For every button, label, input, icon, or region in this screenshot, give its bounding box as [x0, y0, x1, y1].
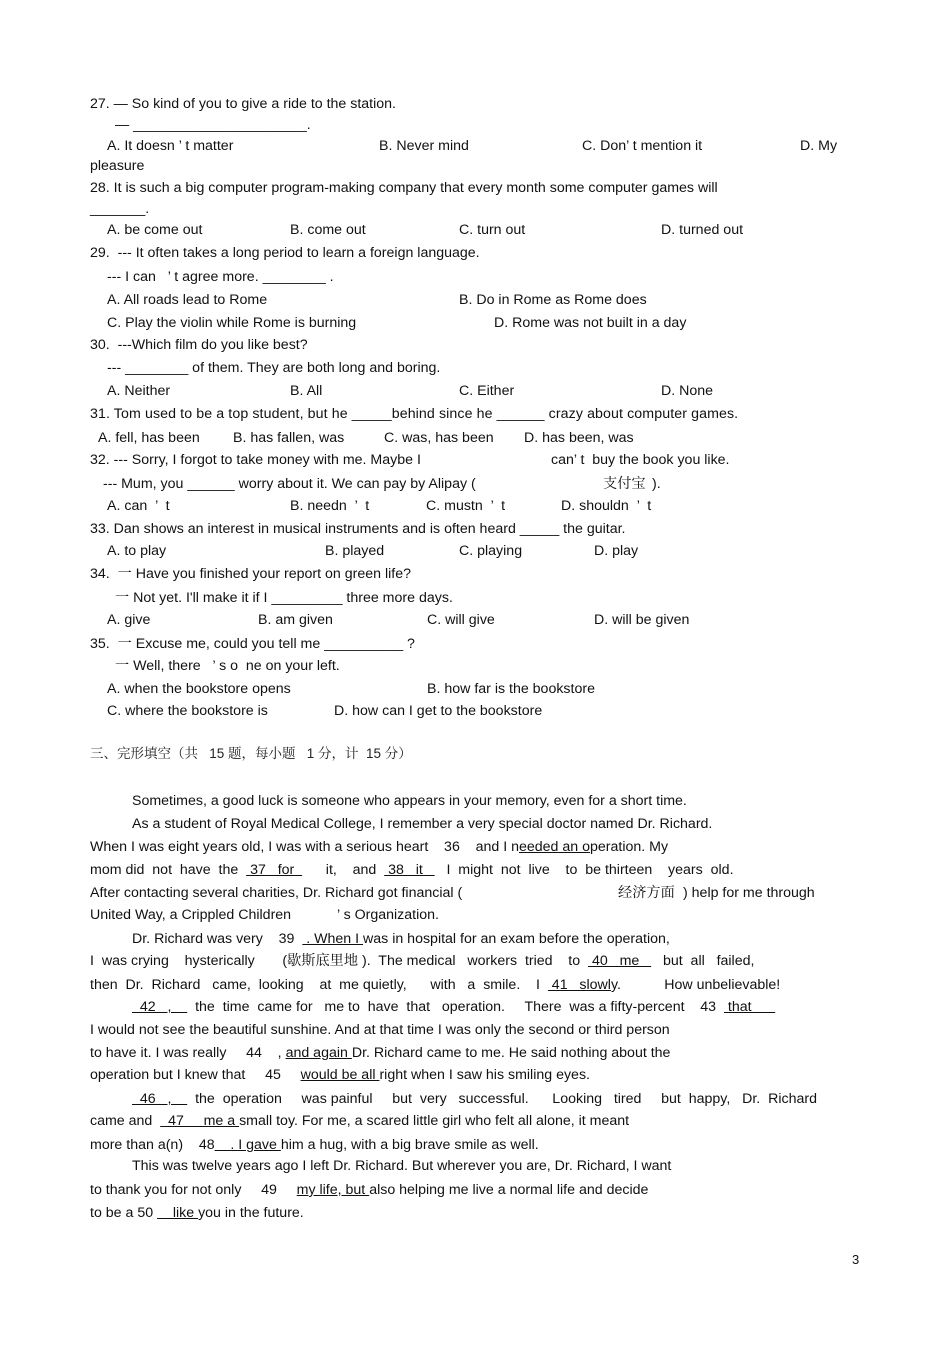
q33-option-a: A. to play [107, 543, 167, 559]
q30-response: --- ________ of them. They are both long and boring. [107, 360, 441, 376]
q28-stem: 28. It is such a big computer program-making company that every month some computer games will [90, 180, 718, 196]
answer-underline: would be all [300, 1067, 380, 1083]
answer-underline: 40 me [588, 953, 652, 969]
answer-underline: 38 it [384, 862, 435, 878]
q35-option-b: B. how far is the bookstore [427, 681, 595, 697]
q30-option-c: C. Either [459, 383, 515, 399]
q27-option-a: A. It doesn ’ t matter [107, 138, 234, 154]
q32-option-a: A. can ’ t [107, 498, 170, 514]
passage-cn-gloss: 经济方面 [618, 885, 675, 901]
q32-option-d: D. shouldn ’ t [561, 498, 652, 514]
passage-line: mom did not have the 37 for it, and 38 it I might not live to be thirteen years old. [90, 862, 734, 878]
q28-option-d: D. turned out [661, 222, 744, 238]
q34-option-c: C. will give [427, 612, 495, 628]
q28-blank: _______. [90, 201, 150, 217]
passage-paragraph: As a student of Royal Medical College, I remember a very special doctor named Dr. Richard. [132, 816, 713, 832]
q35-response: 一 Well, there ’ s o ne on your left. [115, 658, 340, 674]
section-heading-cloze: 三、完形填空（共 15 题，每小题 1 分，计 15 分） [90, 746, 412, 761]
answer-underline: eeded an o [519, 839, 591, 855]
q33-stem: 33. Dan shows an interest in musical instruments and is often heard _____ the guitar. [90, 521, 626, 537]
q32-option-c: C. mustn ’ t [426, 498, 506, 514]
passage-line: United Way, a Crippled Children [90, 907, 292, 923]
passage-cn-gloss: 歇斯底里地 [287, 953, 359, 969]
answer-underline: that [723, 999, 776, 1015]
answer-underline: . When I [302, 931, 364, 947]
q33-option-b: B. played [325, 543, 385, 559]
passage-line: to thank you for not only 49 my life, but also helping me live a normal life and decide [90, 1182, 649, 1198]
q30-stem: 30. ---Which film do you like best? [90, 337, 308, 353]
q31-option-b: B. has fallen, was [233, 430, 345, 446]
q33-option-d: D. play [594, 543, 639, 559]
answer-underline: 47 me a [160, 1113, 240, 1129]
answer-underline: 41 slowl [547, 977, 611, 993]
passage-line: After contacting several charities, Dr. Richard got financial ( [90, 885, 463, 901]
passage-line: ’ s Organization. [337, 907, 439, 923]
answer-underline: my life, but [296, 1182, 370, 1198]
q32-response-end: ). [652, 476, 661, 492]
q34-stem: 34. 一 Have you finished your report on green life? [90, 566, 411, 582]
q30-option-a: A. Neither [107, 383, 171, 399]
q32-stem-end: can’ t buy the book you like. [551, 452, 730, 468]
answer-underline: . I gave [214, 1137, 281, 1153]
q35-stem: 35. 一 Excuse me, could you tell me __________ ? [90, 636, 415, 652]
q29-option-b: B. Do in Rome as Rome does [459, 292, 647, 308]
passage-line: then Dr. Richard came, looking at me quietly, with a smile. I 41 slowly. How unbelievable! [90, 977, 781, 993]
q32-response: --- Mum, you ______ worry about it. We can pay by Alipay ( [103, 476, 476, 492]
q31-stem: 31. Tom used to be a top student, but he _____behind since he ______ crazy about computer games. [90, 406, 739, 422]
q35-option-a: A. when the bookstore opens [107, 681, 291, 697]
page-number: 3 [852, 1252, 860, 1267]
q29-response: --- I can ’ t agree more. ________ . [107, 269, 334, 285]
q30-option-d: D. None [661, 383, 714, 399]
q31-option-a: A. fell, has been [98, 430, 200, 446]
q28-option-a: A. be come out [107, 222, 203, 238]
q35-option-c: C. where the bookstore is [107, 703, 268, 719]
q35-option-d: D. how can I get to the bookstore [334, 703, 543, 719]
q27-option-b: B. Never mind [379, 138, 469, 154]
q29-option-a: A. All roads lead to Rome [107, 292, 268, 308]
q32-stem: 32. --- Sorry, I forgot to take money with me. Maybe I [90, 452, 421, 468]
passage-line: This was twelve years ago I left Dr. Richard. But wherever you are, Dr. Richard, I want [132, 1158, 672, 1174]
passage-line: came and 47 me a small toy. For me, a scared little girl who felt all alone, it meant [90, 1113, 630, 1129]
passage-line: Dr. Richard was very 39 . When I was in hospital for an exam before the operation, [132, 931, 670, 947]
q29-option-d: D. Rome was not built in a day [494, 315, 687, 331]
q27-option-d-cont: pleasure [90, 158, 145, 174]
q34-response: 一 Not yet. I'll make it if I _________ three more days. [115, 590, 453, 606]
q28-option-b: B. come out [290, 222, 366, 238]
answer-underline: like [157, 1205, 199, 1221]
q29-option-c: C. Play the violin while Rome is burning [107, 315, 357, 331]
q27-option-c: C. Don’ t mention it [582, 138, 703, 154]
answer-underline: 46 , [132, 1091, 188, 1107]
q31-option-c: C. was, has been [384, 430, 494, 446]
q27-answer-blank: — ______________________. [115, 117, 311, 133]
answer-underline: and again [285, 1045, 352, 1061]
passage-line: 42 , the time came for me to have that operation. There was a fifty-percent 43 that [132, 999, 776, 1015]
passage-line: to be a 50 like you in the future. [90, 1205, 304, 1221]
q27-stem: 27. — So kind of you to give a ride to the station. [90, 96, 397, 112]
answer-underline: 42 , [132, 999, 188, 1015]
answer-underline: 37 for [246, 862, 303, 878]
q34-option-b: B. am given [258, 612, 333, 628]
q33-option-c: C. playing [459, 543, 523, 559]
q28-option-c: C. turn out [459, 222, 526, 238]
q31-option-d: D. has been, was [524, 430, 634, 446]
passage-line: I was crying hysterically (歇斯底里地 ). The medical workers tried to 40 me but all failed, [90, 953, 755, 969]
q34-option-a: A. give [107, 612, 151, 628]
passage-paragraph: Sometimes, a good luck is someone who appears in your memory, even for a short time. [132, 793, 687, 809]
q30-option-b: B. All [290, 383, 323, 399]
q29-stem: 29. --- It often takes a long period to learn a foreign language. [90, 245, 480, 261]
q27-option-d: D. My [800, 138, 838, 154]
passage-line: more than a(n) 48 . I gave him a hug, with a big brave smile as well. [90, 1137, 539, 1153]
passage-line: to have it. I was really 44 , and again Dr. Richard came to me. He said nothing about the [90, 1045, 671, 1061]
q32-option-b: B. needn ’ t [290, 498, 370, 514]
passage-line: When I was eight years old, I was with a serious heart 36 and I needed an operation. My [90, 839, 669, 855]
passage-line: operation but I knew that 45 would be all right when I saw his smiling eyes. [90, 1067, 590, 1083]
passage-line: 46 , the operation was painful but very successful. Looking tired but happy, Dr. Richard [132, 1091, 818, 1107]
q34-option-d: D. will be given [594, 612, 690, 628]
passage-line: I would not see the beautiful sunshine. And at that time I was only the second or third person [90, 1022, 670, 1038]
q32-response-cn: 支付宝 [603, 476, 646, 492]
passage-line: ) help for me through [683, 885, 815, 901]
